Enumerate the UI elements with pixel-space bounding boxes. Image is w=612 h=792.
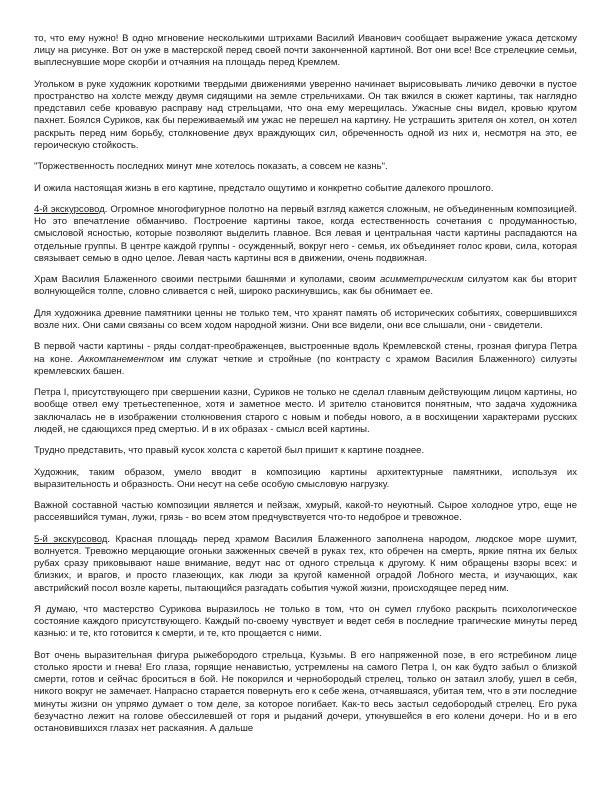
paragraph-text: Храм Василия Блаженного своими пестрыми башнями и куполами, своим [34,274,380,286]
paragraph: Угольком в руке художник короткими твердыми движениями уверенно начинает вырисовывать личико девочки в пустое пространство на холсте между двумя сидящими на земле стрельчихами. Он так вжился в сюжет картины, так наглядно представил себе кровавую расправу над стрельцами, что она ему мерещилась. Ужасные сны видел, кровью кругом пахнет. Боялся Суриков, как бы переживаемый им ужас не перешел на картину. Не устрашить зрителя он хотел, он хотел раскрыть перед ним борьбу, столкновение двух враждующих сил, обреченность одной из них и, несмотря на это, ее героическую стойкость. [34,78,577,151]
paragraph: то, что ему нужно! В одно мгновение несколькими штрихами Василий Иванович сообщает выражение ужаса детскому лицу на рисунке. Вот он уже в мастерской перед своей почти законченной картиной. Вот они все! Все стрелецкие семьи, выплеснувшие море скорби и отчаяния на площадь перед Кремлем. [34,33,577,69]
paragraph [34,534,577,595]
paragraph [34,341,577,378]
paragraph-text: им служат четкие и стройные (по контрасту с храмом Василия Блаженного) силуэты кремлевских башен. [34,353,577,377]
paragraph: Петра I, присутствующего при свершении казни, Суриков не только не сделал главным действующим лицом картины, но вообще отвел ему третьестепенное, хотя и заметное место. И зрителю становится понятным, что задача художника заключалась не в изображении столкновения старого с новым и победы нового, а в восхищении характерами русских людей, не сдающихся пред смертью. И в их образах - смысл всей картины. [34,387,577,435]
paragraph: Трудно представить, что правый кусок холста с каретой был пришит к картине позднее. [34,445,425,457]
paragraph-text: силуэтом как бы вторит волнующейся толпе, словно сливается с ней, широко раскинувшись, как бы обнимает ее. [34,274,577,298]
paragraph [34,204,577,265]
paragraph: Я думаю, что мастерство Сурикова выразилось не только в том, что он сумел глубоко раскрыть психологическое состояние каждого присутствующего. Каждый по-своему чувствует и ведет себя в последние трагические минуты перед казнью: и те, кто готовится к смерти, и те, кто прощается с ними. [34,603,577,640]
speaker-label: 4-й экскурсовод [34,203,105,215]
emphasis-text: асимметрическим [379,274,464,286]
paragraph-text: . Красная площадь перед храмом Василия Блаженного заполнена народом, людское море шумит, волнуется. Тревожно мерцающие огоньки зажженных свечей в руках тех, кто обречен на смерть, яркие пятна их белых рубах сразу приковывают наше внимание, ведут нас от одного стрельца к другому. К ним обращены взоры всех: и близких, и врагов, и просто глазеющих, как люди за кругой каменной оградой Лобного места, и изучающих, как австрийский посол возле кареты, пытающийся разгадать события чужой жизни, происходящее перед ним. [34,533,577,594]
paragraph: Важной составной частью композиции является и пейзаж, хмурый, какой-то неуютный. Сырое холодное утро, еще не рассеявшийся туман, лужи, грязь - во всем этом предчувствуется что-то недоброе и тревожное. [34,500,577,524]
paragraph: Вот очень выразительная фигура рыжебородого стрельца, Кузьмы. В его напряженной позе, в его ястребином лице столько ярости и гнева! Его глаза, горящие ненавистью, устремлены на самого Петра I, он как будто забыл о близкой смерти, готов и сейчас броситься в бой. Не покорился и чернобородый стрелец, только он затаил злобу, ушел в себя, никого вокруг не замечает. Напрасно старается повернуть его к себе жена, отчаявшаяся, убитая тем, что в эти последние минуты жизни он упрямо думает о том деле, за которое погибает. Как-то весь застыл седобородый стрелец. Его рука безучастно лежит на голове обессилевшей от горя и рыданий дочери, уткнувшейся в его колени дочери. Но и в его остановившихся глазах нет раскаяния. А дальше [34,649,577,734]
quote-paragraph: "Торжественность последних минут мне хотелось показать, а совсем не казнь". [34,161,388,173]
speaker-label: 5-й экскурсовод [34,533,108,545]
document-body [34,33,577,744]
paragraph [34,274,577,298]
paragraph: И ожила настоящая жизнь в его картине, предстало ощутимо и конкретно событие далекого прошлого. [34,182,494,194]
paragraph-text: . Огромное многофигурное полотно на первый взгляд кажется сложным, не объединенным композицией. Но это впечатление обманчиво. Построение картины такое, когда естественность сочетания с продуманностью, смысловой ясностью, которые позволяют выделить главное. Вся левая и центральная части картины распадаются на отдельные группы. В центре каждой группы - осужденный, вокруг него - семья, их объединяет голос крови, сила, которая связывает семью в одно целое. Левая часть картины вся в движении, очень подвижная. [34,203,577,264]
emphasis-text: Аккомпанементом [78,353,164,365]
paragraph: Художник, таким образом, умело вводит в композицию картины архитектурные памятники, используя их выразительность и образность. Они несут на себе особую смысловую нагрузку. [34,466,577,490]
paragraph-text: В первой части картины - ряды солдат-преображенцев, выстроенные вдоль Кремлевской стены, грозная фигура Петра на коне. [34,341,577,365]
paragraph: Для художника древние памятники ценны не только тем, что хранят память об исторических событиях, совершившихся возле них. Они сами связаны со всем ходом народной жизни. Они все видели, они все слышали, они - свидетели. [34,307,577,331]
